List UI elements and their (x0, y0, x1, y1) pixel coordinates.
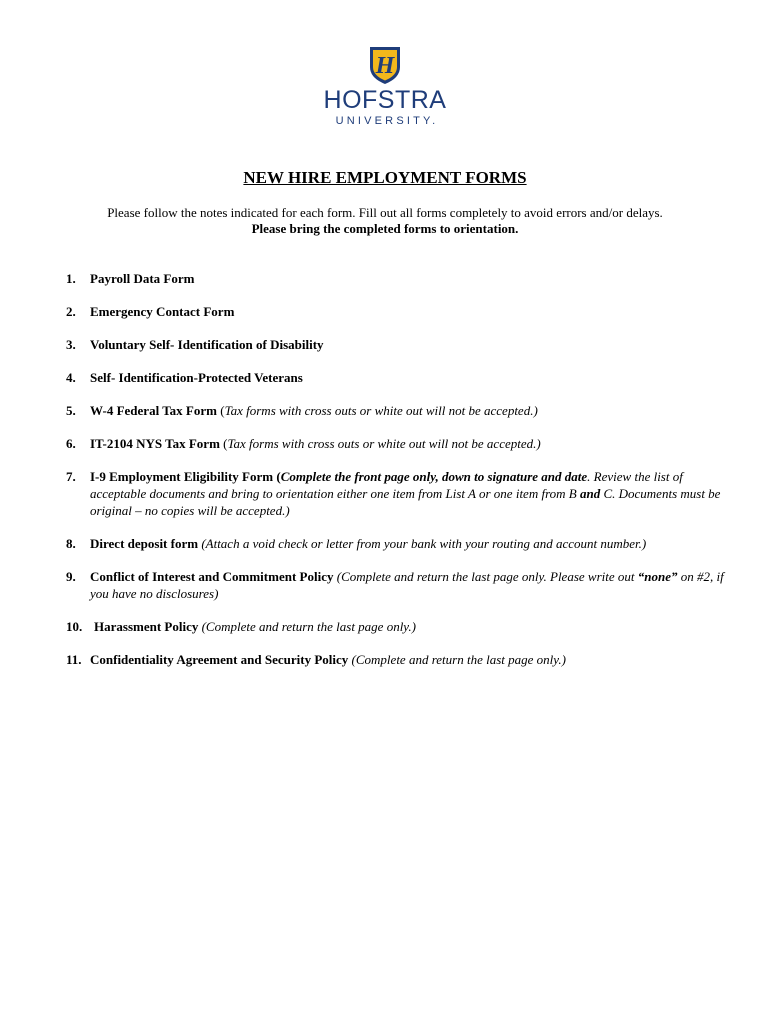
form-note: on #2, if you have no disclosures) (90, 569, 724, 601)
form-name: Direct deposit form (90, 536, 199, 551)
shield-letter: H (375, 53, 395, 79)
list-item (66, 468, 736, 519)
form-name: Payroll Data Form (90, 271, 195, 286)
list-item (66, 336, 736, 353)
item-number: 11. (66, 652, 82, 667)
form-note: (Complete and return the last page only.) (348, 652, 566, 667)
form-name: Voluntary Self- Identification of Disability (90, 337, 324, 352)
form-note-emphasis: Complete the front page only, down to signature and date (280, 469, 588, 484)
hofstra-shield-icon (368, 45, 402, 85)
note-open: ( (216, 403, 225, 418)
list-item (66, 651, 736, 668)
list-item (66, 369, 736, 386)
note-open: ( (219, 436, 228, 451)
form-name: Self- Identification-Protected Veterans (90, 370, 303, 385)
form-note: Tax forms with cross outs or white out will not be accepted.) (224, 403, 538, 418)
item-number: 9. (66, 569, 76, 584)
form-name: Emergency Contact Form (90, 304, 235, 319)
form-note: Tax forms with cross outs or white out will not be accepted.) (227, 436, 541, 451)
list-item (66, 618, 736, 635)
item-number: 8. (66, 536, 76, 551)
form-name: IT-2104 NYS Tax Form (90, 436, 220, 451)
item-number: 10. (66, 619, 83, 634)
intro-bold-line: Please bring the completed forms to orientation. (251, 221, 519, 236)
item-number: 5. (66, 403, 76, 418)
item-number: 1. (66, 271, 76, 286)
form-name: Confidentiality Agreement and Security Policy (90, 652, 349, 667)
item-number: 6. (66, 436, 76, 451)
form-note-emphasis: “none” (637, 569, 678, 584)
form-note: . Review the list of acceptable documents and bring to orientation either one item from List A or one item from B (90, 469, 683, 501)
page-title: NEW HIRE EMPLOYMENT FORMS (243, 168, 527, 187)
intro-text (0, 205, 770, 237)
hofstra-logo (0, 45, 770, 127)
form-note: (Complete and return the last page only. Please write out (333, 569, 638, 584)
form-note: (Complete and return the last page only.) (198, 619, 416, 634)
intro-line: Please follow the notes indicated for each form. Fill out all forms completely to avoid errors and/or delays. (107, 205, 663, 220)
form-note-emphasis: and (579, 486, 601, 501)
form-note: (Attach a void check or letter from your bank with your routing and account number.) (198, 536, 647, 551)
item-number: 7. (66, 469, 76, 484)
list-item (66, 303, 736, 320)
logo-name: HOFSTRA (323, 86, 447, 114)
form-name: W-4 Federal Tax Form (90, 403, 217, 418)
list-item (66, 535, 736, 552)
logo-subtitle: UNIVERSITY. (335, 115, 439, 127)
list-item (66, 435, 736, 452)
note-open: ( (273, 469, 281, 484)
form-note: C. Documents must be original – no copies will be accepted.) (90, 486, 721, 518)
item-number: 2. (66, 304, 76, 319)
item-number: 4. (66, 370, 76, 385)
list-item (66, 568, 736, 602)
list-item (66, 402, 736, 419)
list-item (66, 270, 736, 287)
form-name: Conflict of Interest and Commitment Policy (90, 569, 334, 584)
form-name: Harassment Policy (94, 619, 199, 634)
item-number: 3. (66, 337, 76, 352)
forms-list (66, 270, 736, 684)
form-name: I-9 Employment Eligibility Form (90, 469, 274, 484)
